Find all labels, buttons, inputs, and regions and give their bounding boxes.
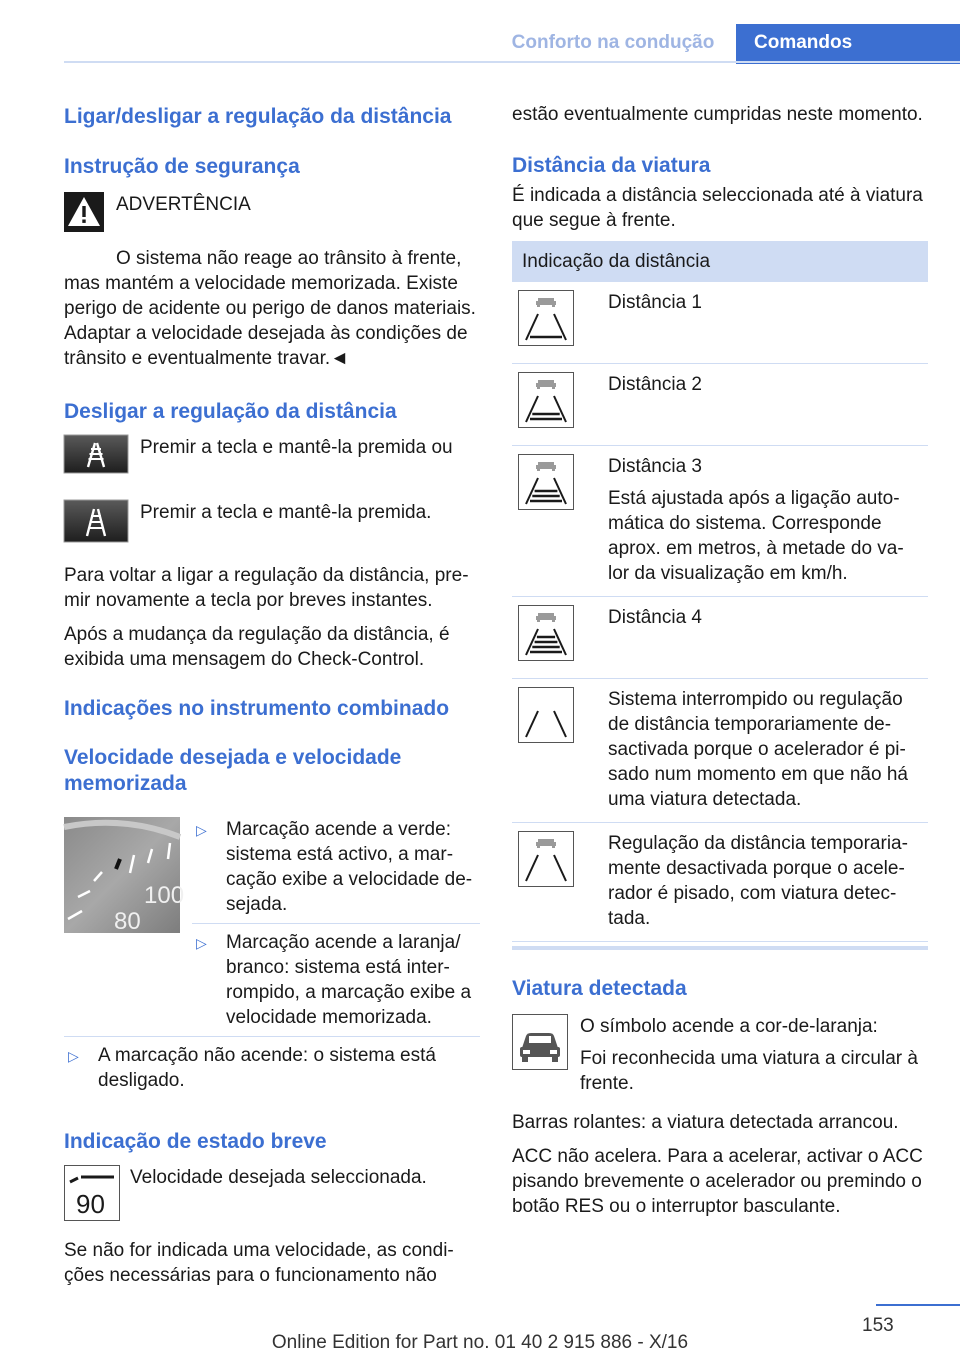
gauge-label-100: 100 [144,882,185,909]
speed-set-value: 90 [76,1189,105,1219]
bullet-divider [192,923,480,924]
distance-indicator-icon [518,687,574,743]
table-text-cell [602,679,928,823]
distance-table-body [512,282,928,942]
bullet-divider [64,1036,480,1037]
distance-heading: Distância da viatura [512,154,711,177]
table-cell-text: Distância 3 [608,456,702,477]
distance-indicator-icon [518,290,574,346]
table-row [512,823,928,942]
brief-status-block [64,1165,480,1228]
distance-indicator-icon [518,605,574,661]
switch-off-step-1 [64,435,480,480]
list-item [192,817,480,917]
distance-table [512,241,928,942]
acc-paragraph: ACC não acelera. Para a acelerar, activar o ACC pisando brevemente o acelerador ou premindo o botão RES ou o interruptor basculante. [512,1146,923,1217]
brief-text: Velocidade desejada seleccionada. [130,1167,427,1188]
speed-set-icon [64,1165,130,1228]
table-icon-cell [512,597,602,679]
bullet-text: A marcação não acende: o sistema está desligado. [98,1045,436,1091]
detected-text-2: Foi reconhecida uma viatura a circular à frente. [580,1048,918,1094]
left-column [64,102,480,1288]
distance-intro: É indicada a distância seleccionada até à viatura que segue à frente. [512,185,923,231]
brief-paragraph: Se não for indicada uma velocidade, as condições necessárias para o funcionamento não [64,1240,454,1286]
warning-text: O sistema não reage ao trânsito à frente, mas mantém a velocidade memorizada. Existe perigo de acidente ou perigo de danos materiais. Adaptar a velocidade desejada às condições de trânsito e eventualmente travar.◄ [64,248,476,369]
gauge-label-80: 80 [114,908,141,935]
edition-text: Online Edition for Part no. 01 40 2 915 886 - X/16 [271,1332,689,1353]
bullet-triangle-icon: ▷ [196,935,207,951]
table-icon-cell [512,446,602,597]
table-cell-text: Distância 1 [608,292,702,313]
warning-label: ADVERTÊNCIA [116,194,251,215]
speedometer-image [64,817,192,1030]
table-row [512,679,928,823]
switch-off-step-2 [64,500,480,549]
bullet-triangle-icon: ▷ [196,822,207,838]
bullet-triangle-icon: ▷ [68,1048,79,1064]
detected-heading: Viatura detectada [512,977,687,1000]
list-item [64,1043,480,1093]
after-change-paragraph: Após a mudança da regulação da distância, é exibida uma mensagem do Check-Control. [64,624,450,670]
vehicle-detected-icon [512,1014,580,1096]
switch-off-heading: Desligar a regulação da distância [64,400,397,423]
distance-button-icon [64,435,140,480]
bullet-text: Marcação acende a verde: sistema está activo, a marcação exibe a velocidade desejada. [226,819,473,915]
page-number: 153 [862,1315,894,1336]
table-text-cell [602,364,928,446]
table-text-cell [602,823,928,942]
speed-heading: Velocidade desejada e velocidade memorizada [64,746,402,795]
table-icon-cell [512,364,602,446]
distance-indicator-icon [518,454,574,510]
table-text-cell [602,446,928,597]
detected-block [512,1014,928,1096]
detected-text-block [580,1014,928,1096]
table-text-cell [602,282,928,364]
table-header: Indicação da distância [512,241,928,282]
resume-paragraph: Para voltar a ligar a regulação da distância, premir novamente a tecla por breves instantes. [64,565,469,611]
distance-indicator-icon [518,831,574,887]
distance-indicator-icon [518,372,574,428]
table-cell-text: Está ajustada após a ligação automática do sistema. Corresponde aprox. em metros, à metade do valor da visualização em km/h. [608,488,904,584]
table-cell-text: Distância 4 [608,607,702,628]
table-row [512,446,928,597]
table-text-cell [602,597,928,679]
speed-marker-block [64,817,480,1030]
section-title: Ligar/desligar a regulação da distância [64,105,452,128]
warning-block [64,192,480,239]
bullet-text: Marcação acende a laranja/ branco: sistema está interrompido, a marcação exibe a velocidade memorizada. [226,932,472,1028]
table-row [512,364,928,446]
right-column [512,102,928,1219]
footer-rule [876,1304,960,1306]
indications-heading: Indicações no instrumento combinado [64,697,450,720]
header-rule [64,61,960,63]
marker-bullets [192,817,480,1030]
header-section-tab: Conforto na condução [511,32,715,53]
continued-text: estão eventualmente cumpridas neste momento. [512,104,923,125]
table-cell-text: Regulação da distância temporariamente desactivada porque o acelerador é pisado, com viatura detectada. [608,833,908,929]
warning-icon [64,192,116,239]
table-row [512,282,928,364]
table-cell-text: Distância 2 [608,374,702,395]
brief-heading: Indicação de estado breve [64,1130,327,1153]
switch-off-text-1: Premir a tecla e mantê-la premida ou [140,437,453,458]
rolling-bars-paragraph: Barras rolantes: a viatura detectada arrancou. [512,1112,899,1133]
distance-button-icon [64,500,140,549]
detected-text-1: O símbolo acende a cor-de-laranja: [580,1016,878,1037]
table-icon-cell [512,282,602,364]
table-icon-cell [512,679,602,823]
list-item [192,930,480,1030]
switch-off-text-2: Premir a tecla e mantê-la premida. [140,502,432,523]
header-chapter-tab: Comandos [736,24,960,64]
table-icon-cell [512,823,602,942]
table-row [512,597,928,679]
table-cell-text: Sistema interrompido ou regulação de distância temporariamente desactivada porque o acelerador é pisado num momento em que não há uma viatura detectada. [608,689,908,810]
table-end-rule [512,946,928,950]
safety-heading: Instrução de segurança [64,155,300,178]
